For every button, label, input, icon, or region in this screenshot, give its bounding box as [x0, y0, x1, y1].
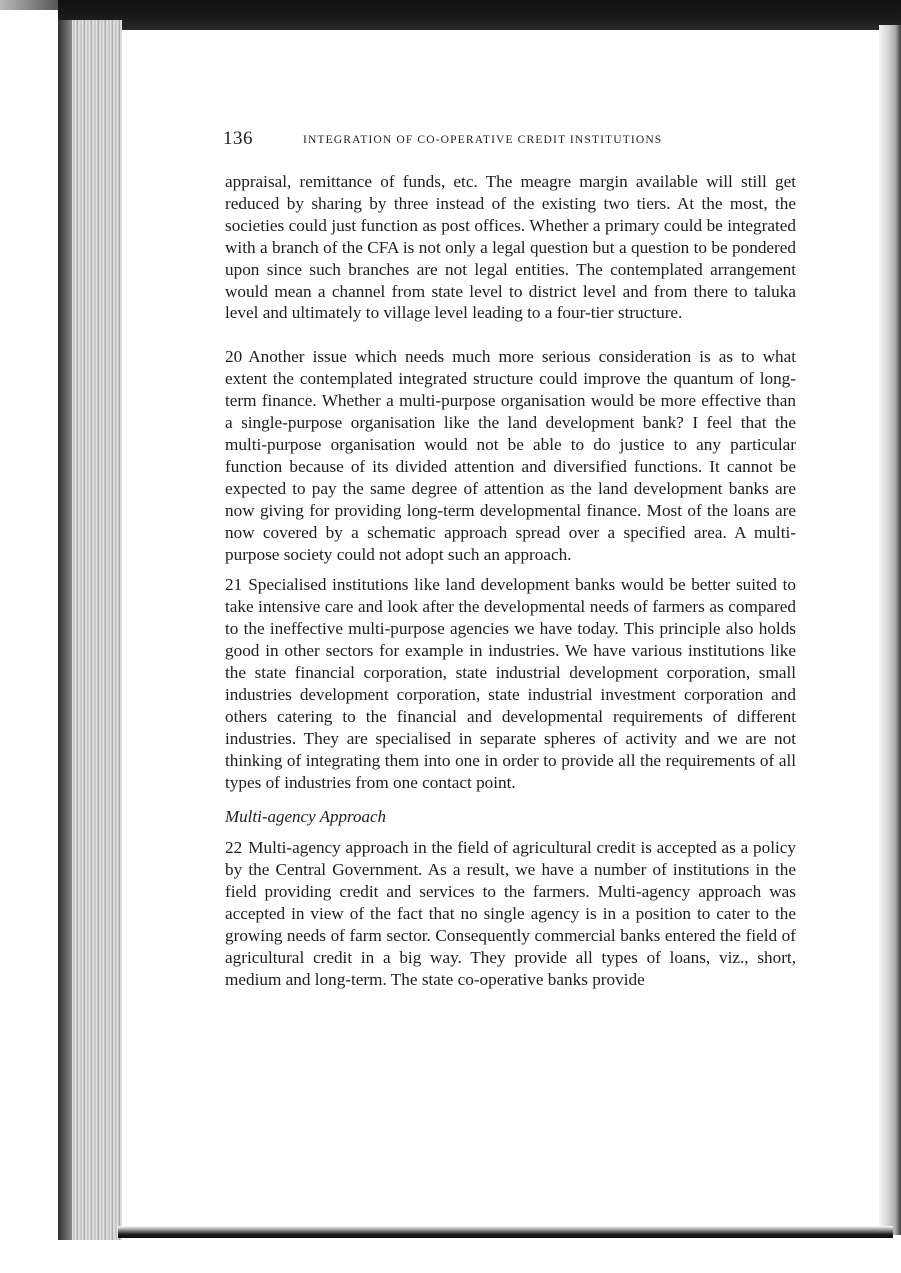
- paragraph-text: appraisal, remittance of funds, etc. The meagre margin available will still get reduced by sharing by three instead of the existing two tiers. At the most, the societies could just function as post offices. Whether a primary could be integrated with a branch of the CFA is not only a legal question but a question to be pondered upon since such branches are not legal entities. The contemplated arrangement would mean a channel from state level to district level and from there to taluka level and ultimately to village level leading to a four-tier structure.: [225, 172, 796, 323]
- scan-top-shadow: [58, 0, 901, 30]
- paragraph-20: [225, 346, 796, 565]
- book-spine-shadow: [58, 20, 72, 1240]
- page-body: [225, 171, 796, 991]
- paragraph-text: Another issue which needs much more serious consideration is as to what extent the contemplated integrated structure could improve the quantum of long-term finance. Whether a multi-purpose organisation would be more effective than a single-purpose organisation like the land development bank? I feel that the multi-purpose organisation would not be able to do justice to any particular function because of its divided attention and diversified functions. It cannot be expected to pay the same degree of attention as the land development banks are now giving for providing long-term developmental finance. Most of the loans are now covered by a schematic approach spread over a specified area. A multi-purpose society could not adopt such an approach.: [225, 347, 796, 564]
- paragraph-number: 20: [225, 347, 243, 367]
- running-title: INTEGRATION OF CO-OPERATIVE CREDIT INSTITUTIONS: [303, 133, 663, 146]
- paragraph-21: [225, 574, 796, 793]
- paragraph-text: Multi-agency approach in the field of agricultural credit is accepted as a policy by the Central Government. As a result, we have a number of institutions in the field providing credit and services to the farmers. Multi-agency approach was accepted in view of the fact that no single agency is in a position to cater to the growing needs of farm sector. Consequently commercial banks entered the field of agricultural credit in a big way. They provide all types of loans, viz., short, medium and long-term. The state co-operative banks provide: [225, 838, 796, 989]
- page-edge-shadow: [879, 25, 901, 1235]
- paragraph-22: [225, 837, 796, 990]
- paragraph-number: 22: [225, 838, 243, 858]
- page-header: [223, 128, 803, 156]
- section-heading: Multi-agency Approach: [225, 807, 386, 827]
- paragraph-number: 21: [225, 575, 243, 595]
- paragraph-text: Specialised institutions like land development banks would be better suited to take intensive care and look after the developmental needs of farmers as compared to the ineffective multi-purpose agencies we have today. This principle also holds good in other sectors for example in industries. We have various institutions like the state financial corporation, state industrial development corporation, small industries development corporation, state industrial investment corporation and others catering to the financial and developmental requirements of different industries. They are specialised in separate spheres of activity and we are not thinking of integrating them into one in order to provide all the requirements of all types of industries from one contact point.: [225, 575, 796, 792]
- paragraph-continued: [225, 171, 796, 324]
- scan-corner-shadow: [0, 0, 58, 10]
- scan-bottom-shadow: [118, 1226, 893, 1238]
- page-number: 136: [223, 128, 253, 149]
